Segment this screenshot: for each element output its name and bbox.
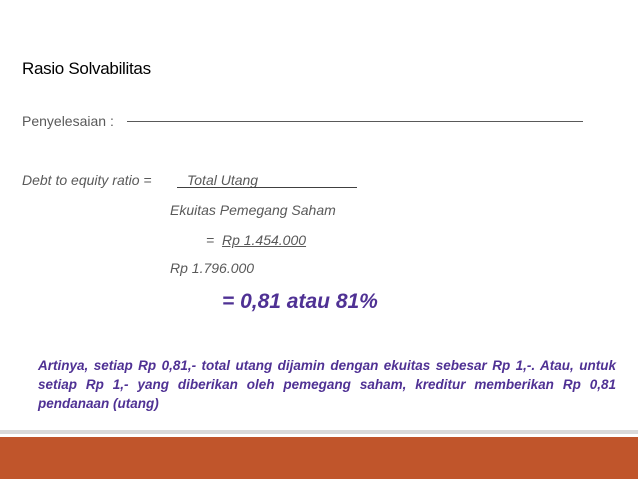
subtitle: Penyelesaian : [22,113,114,129]
formula-label: Debt to equity ratio = [22,172,152,188]
formula-numerator: Total Utang [187,172,259,188]
subtitle-rule [127,121,583,122]
conclusion-text: Artinya, setiap Rp 0,81,- total utang dijamin dengan ekuitas sebesar Rp 1,-. Atau, untuk setiap Rp 1,- yang diberikan oleh pemegang saham, kreditur memberikan Rp 0,81 pendanaan (utang) [38,358,616,411]
denominator-value: Rp 1.796.000 [170,260,255,276]
numerator-value-line [206,232,306,248]
footer-band [0,437,638,479]
numerator-value: Rp 1.454.000 [221,232,307,248]
formula-result: = 0,81 atau 81% [222,290,378,313]
formula-denominator: Ekuitas Pemegang Saham [170,202,336,218]
equals-sign: = [206,232,215,248]
fraction-bar [177,187,357,188]
slide-title: Rasio Solvabilitas [22,59,151,78]
footer-rule [0,430,638,434]
